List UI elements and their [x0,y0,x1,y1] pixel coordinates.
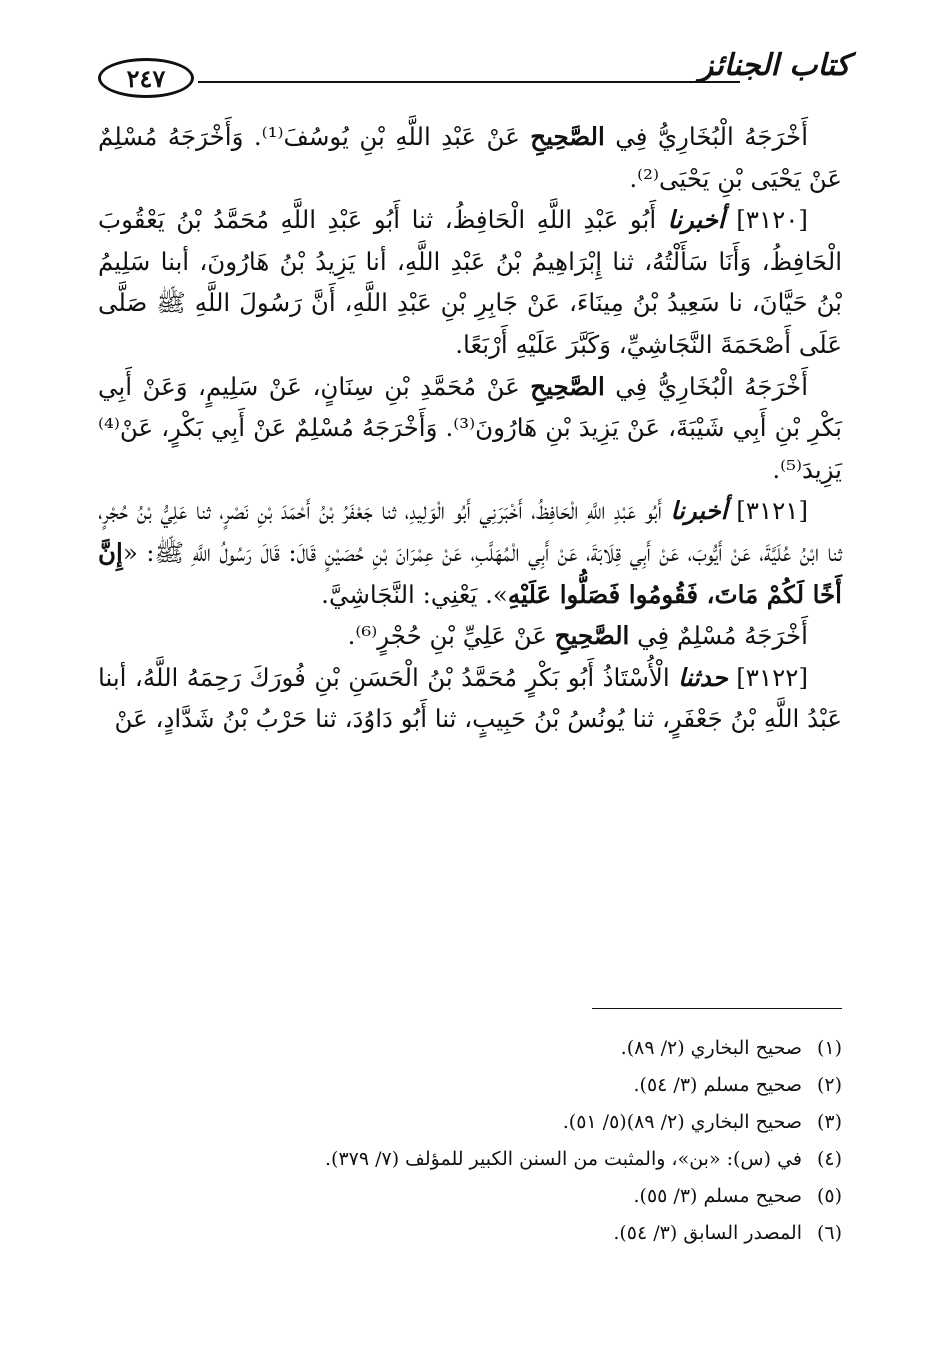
main-text [98,116,842,740]
footnote [142,1141,842,1178]
paragraph-text: [٣١٢٠] [724,205,808,235]
paragraph-text: أَخْرَجَهُ الْبُخَارِيُّ فِي [604,122,809,151]
paragraph [98,657,842,740]
footnote [142,1030,842,1067]
paragraph [98,366,842,491]
footnote-separator [592,1008,842,1009]
emphasized-text: الصَّحِيحِ [530,371,605,401]
footnote-number: (٤) [816,1148,842,1170]
footnote [142,1104,842,1141]
paragraph [98,199,842,365]
footnote-text: صحيح البخاري (٢/ ٨٩). [620,1037,802,1059]
footnote-text: صحيح مسلم (٣/ ٥٤). [633,1074,802,1096]
footnote-number: (٦) [816,1222,842,1244]
paragraph-text: عَنْ عَبْدِ اللَّهِ بْنِ يُوسُفَ⁽¹⁾. وَأَخْرَجَهُ مُسْلِمٌ عَنْ يَحْيَى بْنِ يَحْيَى⁽²⁾. [98,122,842,193]
paragraph-text: أَخْرَجَهُ الْبُخَارِيُّ فِي [604,371,809,401]
paragraph-text: [٣١٢٢] [727,662,808,692]
footnote-text: صحيح مسلم (٣/ ٥٥). [633,1185,802,1207]
emphasized-text: إِنَّ أَخًا لَكُمْ مَاتَ، فَقُومُوا فَصَلُّوا عَلَيْهِ [98,537,842,609]
paragraph [98,615,842,657]
footnote-number: (٣) [816,1111,842,1133]
paragraph [98,490,842,615]
paragraph [98,116,842,199]
paragraph-text: أَبُو عَبْدِ اللَّهِ الْحَافِظُ، أَخْبَرَنِي أَبُو الْوَلِيدِ، ثنا جَعْفَرُ بْنُ أَحْمَدَ بْنِ نَصْرٍ، ثنا عَلِيُّ بْنُ حُجْرٍ، ثنا ابْنُ عُلَيَّةَ، عَنْ أَيُّوبَ، عَنْ أَبِي قِلَابَةَ، عَنْ أَبِي الْمُهَلَّبِ، عَنْ عِمْرَانَ بْنِ حُصَيْنٍ قَالَ: قَالَ رَسُولُ اللَّهِ ﷺ: « [98,496,842,567]
footnote-text: صحيح البخاري (٢/ ٨٩)(٥/ ٥١). [562,1111,802,1133]
narration-keyword: أخبرنا [667,205,725,235]
footnotes [142,1030,842,1252]
paragraph-text: عَنْ عَلِيِّ بْنِ حُجْرٍ⁽⁶⁾. [347,621,555,651]
emphasized-text: الصَّحِيحِ [530,122,605,151]
paragraph-text: عَنْ مُحَمَّدِ بْنِ سِنَانٍ، عَنْ سَلِيمٍ، وَعَنْ أَبِي بَكْرِ بْنِ أَبِي شَيْبَةَ، عَنْ يَزِيدَ بْنِ هَارُونَ⁽³⁾. وَأَخْرَجَهُ مُسْلِمٌ عَنْ أَبِي بَكْرٍ، عَنْ⁽⁴⁾ يَزِيدَ⁽⁵⁾. [98,371,842,484]
footnote-number: (١) [816,1037,842,1059]
emphasized-text: الصَّحِيحِ [554,621,630,651]
paragraph-text: أَبُو عَبْدِ اللَّهِ الْحَافِظُ، ثنا أَبُو عَبْدِ اللَّهِ مُحَمَّدُ بْنُ يَعْقُوبَ الْحَافِظُ، وَأَنَا سَأَلْتُهُ، ثنا إِبْرَاهِيمُ بْنُ عَبْدِ اللَّهِ، أنا يَزِيدُ بْنُ هَارُونَ، أبنا سَلِيمُ بْنُ حَيَّانَ، نا سَعِيدُ بْنُ مِينَاءَ، عَنْ جَابِرِ بْنِ عَبْدِ اللَّهِ، أَنَّ رَسُولَ اللَّهِ ﷺ صَلَّى عَلَى أَصْحَمَةَ النَّجَاشِيِّ، وَكَبَّرَ عَلَيْهِ أَرْبَعًا. [98,205,842,359]
header-rule [198,81,740,83]
footnote-text: المصدر السابق (٣/ ٥٤). [613,1222,802,1244]
paragraph-text: [٣١٢١] [727,496,808,526]
page-number: ٢٤٧ [98,58,194,98]
footnote [142,1178,842,1215]
footnote [142,1067,842,1104]
narration-keyword: أخبرنا [670,496,728,526]
footnote-text: في (س): «بن»، والمثبت من السنن الكبير للمؤلف (٧/ ٣٧٩). [324,1148,802,1170]
page-header [98,46,850,106]
footnote [142,1215,842,1252]
paragraph-text: أَخْرَجَهُ مُسْلِمٌ فِي [629,621,808,651]
paragraph-text: ». يَعْنِي: النَّجَاشِيَّ. [321,579,508,609]
chapter-title: كتاب الجنائز [698,48,850,83]
paragraph-text: الْأُسْتَاذُ أَبُو بَكْرٍ مُحَمَّدُ بْنُ الْحَسَنِ بْنِ فُورَكَ رَحِمَهُ اللَّهُ، أبنا عَبْدُ اللَّهِ بْنُ جَعْفَرٍ، ثنا يُونُسُ بْنُ حَبِيبٍ، ثنا أَبُو دَاوُدَ، ثنا حَرْبُ بْنُ شَدَّادٍ، عَنْ [98,662,842,734]
narration-keyword: حدثنا [678,662,728,692]
footnote-number: (٢) [816,1074,842,1096]
footnote-number: (٥) [816,1185,842,1207]
